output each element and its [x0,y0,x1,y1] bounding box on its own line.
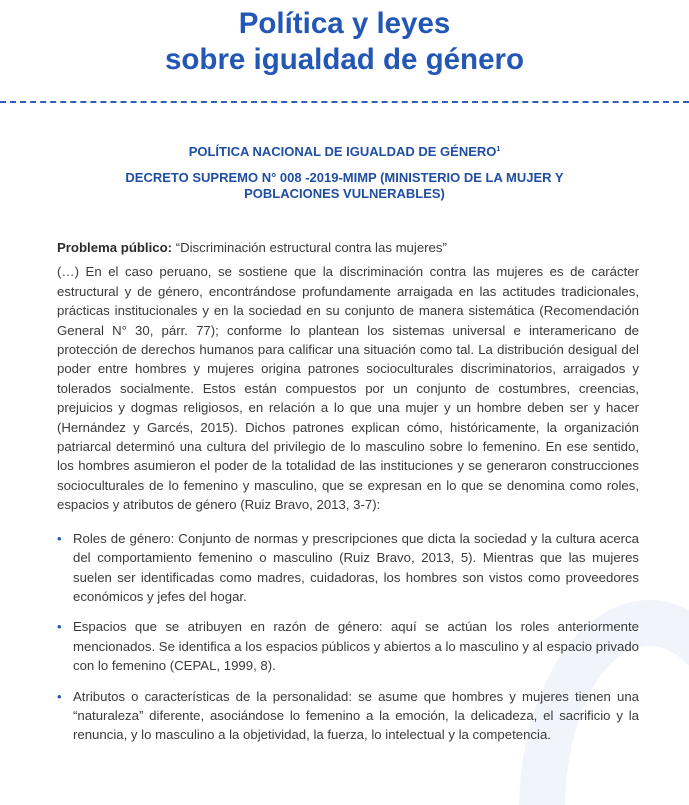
decree-heading-line-1: DECRETO SUPREMO N° 008 -2019-MIMP (MINISTERIO DE LA MUJER Y [125,170,564,185]
body-paragraph: (…) En el caso peruano, se sostiene que la discriminación contra las mujeres es de carácter estructural y de género, encontrándose profundamente arraigada en las actitudes tradicionales, prácticas institucionales y en la sociedad en su conjunto de manera sistemática (Recomendación General N° 30, párr. 77); conforme lo plantean los sistemas universal e interamericano de protección de derechos humanos para calificar una situación como tal. La distribución desigual del poder entre hombres y mujeres origina patrones socioculturales discriminatorios, arraigados y tolerados socialmente. Estos están compuestos por un conjunto de costumbres, creencias, prejuicios y dogmas religiosos, en relación a lo que una mujer y un hombre deben ser y hacer (Hernández y Garcés, 2015). Dichos patrones explican cómo, históricamente, la organización patriarcal determinó una cultura del privilegio de lo masculino sobre lo femenino. En ese sentido, los hombres asumieron el poder de la totalidad de las instituciones y se generaron construcciones socioculturales de lo femenino y masculino, que se expresan en lo que se denomina como roles, espacios y atributos de género (Ruiz Bravo, 2013, 3-7): [57,264,639,513]
list-item [57,617,639,675]
problem-statement [57,238,639,257]
bullet-icon: • [57,619,62,635]
bullet-text: Roles de género: Conjunto de normas y prescripciones que dicta la sociedad y la cultura acerca del comportamiento femenino o masculino (Ruiz Bravo, 2013, 5). Mientras que las mujeres suelen ser identificadas como madres, cuidadoras, los hombres son vistos como proveedores económicos y jefes del hogar. [73,530,639,604]
section-heading-text: POLÍTICA NACIONAL DE IGUALDAD DE GÉNERO [188,144,497,159]
problem-text: “Discriminación estructural contra las mujeres” [172,240,447,255]
document-body [57,238,639,756]
decree-heading-line-2: POBLACIONES VULNERABLES) [244,186,445,201]
list-item [57,529,639,607]
dashed-divider [0,101,689,103]
section-heading [0,144,689,160]
bullet-list [57,529,639,745]
page-title-line-1: Política y leyes [238,7,451,40]
footnote-marker: 1 [496,146,501,153]
problem-label: Problema público: [57,240,173,255]
page-title-line-2: sobre igualdad de género [165,43,524,76]
bullet-icon: • [57,530,62,546]
bullet-text: Atributos o características de la personalidad: se asume que hombres y mujeres tienen una “naturaleza” diferente, asociándose lo femenino a la emoción, la delicadeza, el sacrificio y la renuncia, y lo masculino a la objetividad, la fuerza, lo intelectual y la competencia. [73,688,639,743]
page-header [0,0,689,100]
bullet-text: Espacios que se atribuyen en razón de género: aquí se actúan los roles anteriormente mencionados. Se identifica a los espacios públicos y abiertos a lo masculino y al espacio privado con lo femenino (CEPAL, 1999, 8). [73,619,639,674]
list-item [57,687,639,745]
page-title [0,6,689,78]
bullet-icon: • [57,688,62,704]
